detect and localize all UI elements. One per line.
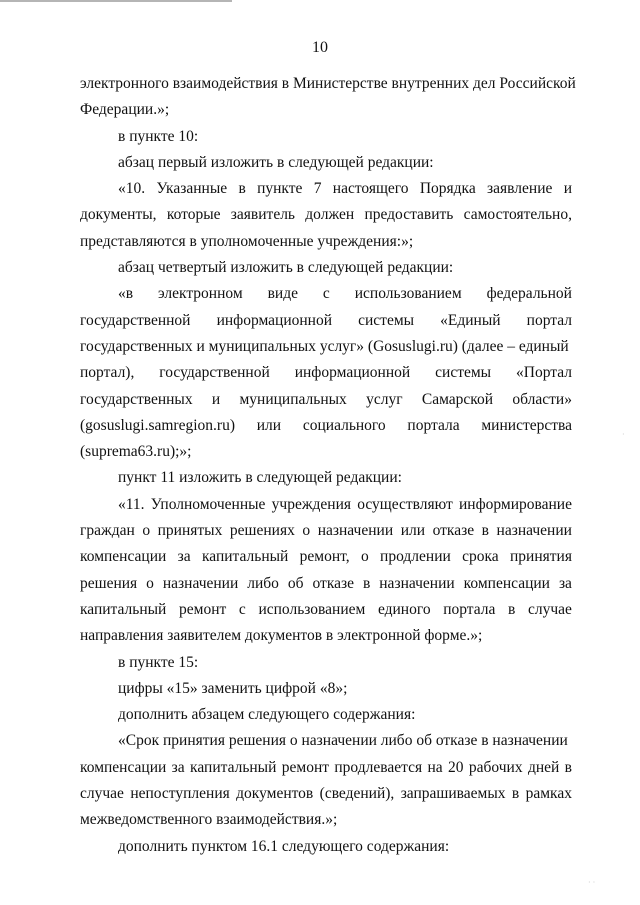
text-line — [80, 728, 572, 754]
text-line — [80, 834, 572, 860]
text-line — [80, 413, 572, 439]
text-segment: в пункте 15: — [118, 653, 199, 671]
text-segment: предоставить — [364, 206, 454, 224]
text-segment: заявление — [487, 180, 553, 198]
text-segment: запрашиваемых — [400, 785, 506, 803]
text-segment: о — [142, 522, 151, 540]
text-segment: граждан — [80, 522, 135, 540]
text-segment: капитальный — [190, 758, 277, 776]
scan-speck: · — [622, 430, 625, 439]
text-segment: направления заявителем документов в электронной форме.»; — [80, 627, 483, 645]
text-segment: портал), — [80, 364, 135, 382]
text-line — [80, 308, 572, 334]
text-segment: в — [511, 785, 520, 803]
text-line — [80, 71, 576, 97]
text-segment: социального — [302, 416, 386, 434]
text-segment: назначении — [317, 522, 394, 540]
text-segment: Порядка — [419, 180, 476, 198]
text-segment: (сведений), — [319, 785, 395, 803]
text-segment: «10. — [118, 180, 146, 198]
text-line — [80, 255, 572, 281]
text-segment: или — [256, 416, 282, 434]
text-segment: о — [302, 522, 311, 540]
text-segment: ремонт, — [299, 548, 350, 566]
text-segment: самостоятельно, — [463, 206, 572, 224]
text-line — [80, 97, 572, 123]
text-segment: использованием — [354, 285, 462, 303]
text-segment: дней — [527, 758, 560, 776]
text-segment: назначении — [496, 522, 572, 540]
text-segment: (gosuslugi.samregion.ru) — [80, 416, 235, 434]
text-segment: с — [238, 600, 246, 618]
text-segment: в — [481, 522, 489, 540]
text-segment: в — [564, 758, 572, 776]
text-segment: виде — [267, 285, 298, 303]
text-segment: должен — [305, 206, 355, 224]
text-segment: срока — [462, 548, 499, 566]
scan-speck: · · — [588, 878, 596, 887]
text-line — [80, 781, 572, 807]
text-segment: «в — [118, 285, 134, 303]
text-line — [80, 281, 572, 307]
text-segment: государственных и муниципальных услуг» (Gosuslugi.ru) (далее – единый — [80, 337, 569, 355]
text-segment: пункт 11 изложить в следующей редакции: — [118, 469, 402, 487]
text-segment: цифры «15» заменить цифрой «8»; — [118, 679, 348, 697]
text-line — [80, 676, 572, 702]
text-segment: «11. — [118, 495, 145, 513]
text-segment: абзац первый изложить в следующей редакции: — [118, 153, 434, 171]
text-segment: и — [563, 180, 572, 198]
text-segment: государственной — [80, 311, 191, 329]
text-segment: продлевается — [334, 758, 423, 776]
text-line — [80, 439, 572, 465]
text-segment: ремонт — [281, 758, 330, 776]
text-segment: единого — [377, 600, 431, 618]
text-segment: области» — [512, 390, 572, 408]
text-segment: «Единый — [440, 311, 501, 329]
text-segment: портала — [443, 600, 496, 618]
document-body — [80, 71, 576, 860]
text-segment: рабочих — [468, 758, 523, 776]
text-segment: о — [146, 574, 154, 592]
text-segment: портал — [526, 311, 572, 329]
text-segment: непоступления — [130, 785, 230, 803]
text-segment: электронном — [158, 285, 243, 303]
text-segment: представляются в уполномоченные учреждения:»; — [80, 232, 414, 250]
text-line — [80, 360, 572, 386]
text-segment: настоящего — [332, 180, 409, 198]
text-segment: 7 — [313, 180, 322, 198]
text-segment: Федерации.»; — [80, 101, 170, 119]
text-segment: случае — [528, 600, 572, 618]
text-line — [80, 702, 572, 728]
text-segment: случае — [80, 785, 124, 803]
text-line — [80, 387, 572, 413]
text-segment: отказе — [312, 574, 354, 592]
text-line — [80, 597, 572, 623]
text-segment: «Срок принятия решения о назначении либо об отказе в назначении — [118, 732, 568, 750]
text-segment: в пункте 10: — [118, 127, 199, 145]
text-segment: информационной — [294, 364, 411, 382]
text-segment: отказе — [432, 522, 475, 540]
text-segment: рамках — [525, 785, 572, 803]
text-segment: Уполномоченные — [150, 495, 266, 513]
text-segment: Самарской — [421, 390, 494, 408]
text-segment: на — [427, 758, 443, 776]
text-line — [80, 229, 572, 255]
text-segment: принятых — [157, 522, 223, 540]
text-segment: или — [400, 522, 426, 540]
text-line — [80, 623, 572, 649]
text-segment: продлении — [380, 548, 451, 566]
text-segment: о — [360, 548, 369, 566]
text-segment: межведомственного взаимодействия.»; — [80, 811, 338, 829]
text-segment: которые — [166, 206, 221, 224]
text-segment: назначении — [379, 574, 455, 592]
text-segment: Указанные — [156, 180, 228, 198]
text-segment: в — [238, 180, 246, 198]
text-line — [80, 334, 572, 360]
text-segment: капитальный — [201, 548, 289, 566]
text-segment: и — [211, 390, 221, 408]
text-segment: за — [558, 574, 572, 592]
text-line — [80, 492, 572, 518]
text-segment: дополнить пунктом 16.1 следующего содержания: — [118, 837, 450, 855]
text-segment: использованием — [258, 600, 366, 618]
text-segment: решения — [80, 574, 138, 592]
text-segment: портала — [407, 416, 460, 434]
text-segment: федеральной — [486, 285, 572, 303]
text-segment: 20 — [448, 758, 464, 776]
text-segment: за — [177, 548, 191, 566]
text-segment: государственной — [159, 364, 270, 382]
text-line — [80, 176, 572, 202]
text-segment: муниципальных — [239, 390, 347, 408]
text-line — [80, 518, 572, 544]
text-segment: дополнить абзацем следующего содержания: — [118, 706, 416, 724]
text-segment: либо — [247, 574, 279, 592]
text-segment: в — [362, 574, 371, 592]
text-segment: министерства — [481, 416, 572, 434]
text-segment: пункте — [257, 180, 303, 198]
text-segment: абзац четвертый изложить в следующей редакции: — [118, 259, 454, 277]
text-line — [80, 150, 572, 176]
text-segment: компенсации — [463, 574, 550, 592]
text-segment: компенсации — [80, 548, 167, 566]
text-segment: принятия — [510, 548, 572, 566]
top-rule — [0, 0, 232, 2]
text-segment: информационной — [216, 311, 333, 329]
text-segment: (suprema63.ru);»; — [80, 443, 192, 461]
text-segment: решениях — [229, 522, 295, 540]
text-segment: системы — [435, 364, 492, 382]
text-line — [80, 571, 572, 597]
text-segment: учреждения — [271, 495, 352, 513]
text-segment: компенсации — [80, 758, 167, 776]
text-segment: назначении — [162, 574, 239, 592]
text-segment: об — [287, 574, 304, 592]
text-segment: системы — [358, 311, 415, 329]
text-segment: услуг — [366, 390, 403, 408]
text-segment: государственных — [80, 390, 193, 408]
page-number: 10 — [312, 39, 328, 56]
text-segment: за — [171, 758, 185, 776]
text-line — [80, 465, 572, 491]
text-line — [80, 124, 572, 150]
text-segment: в — [508, 600, 516, 618]
text-segment: заявитель — [230, 206, 295, 224]
text-line — [80, 544, 572, 570]
text-segment: осуществляют — [357, 495, 453, 513]
text-line — [80, 807, 572, 833]
text-segment: документов — [236, 785, 314, 803]
text-segment: документы, — [80, 206, 157, 224]
text-line — [80, 755, 572, 781]
text-line — [80, 202, 572, 228]
text-segment: «Портал — [516, 364, 572, 382]
text-segment: информирование — [459, 495, 572, 513]
text-segment: ремонт — [179, 600, 227, 618]
text-segment: с — [322, 285, 330, 303]
text-segment: капитальный — [80, 600, 167, 618]
text-segment: электронного взаимодействия в Министерстве внутренних дел Российской — [80, 75, 576, 92]
text-line — [80, 650, 572, 676]
